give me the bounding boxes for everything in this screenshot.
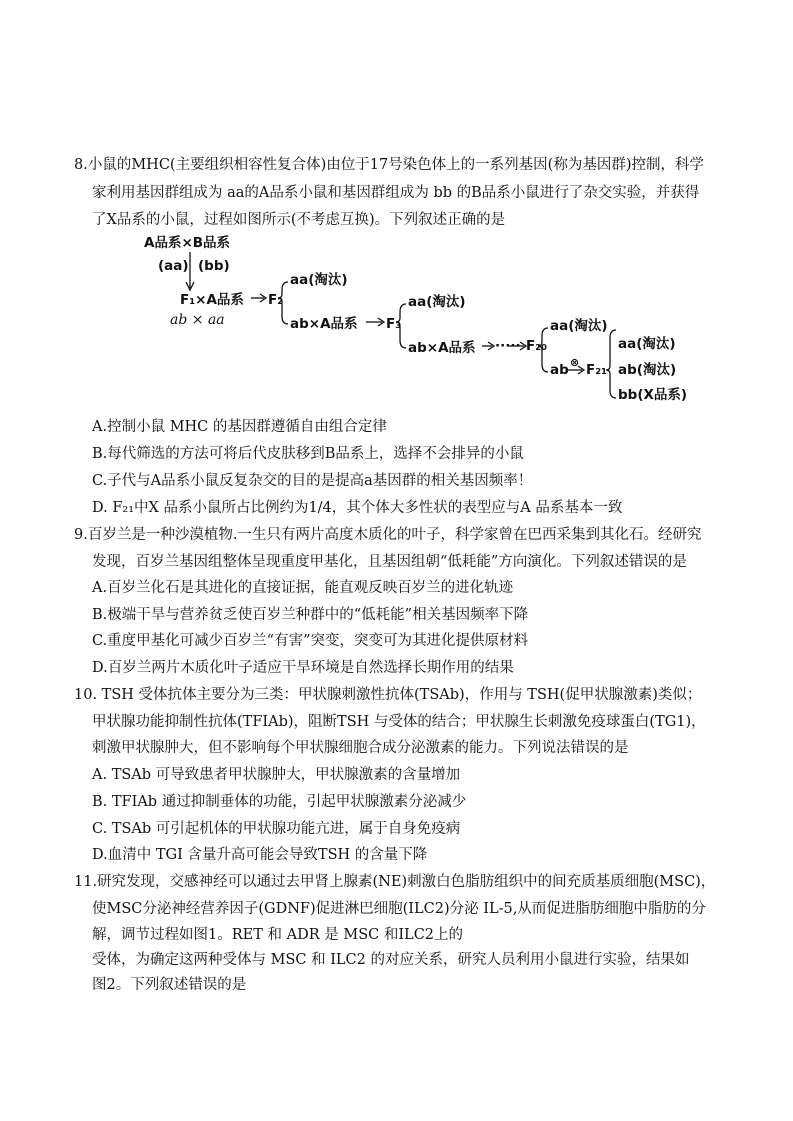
brace-f21 <box>606 330 616 398</box>
q9-stem-line-2: 发现，百岁兰基因组整体呈现重度甲基化，且基因组朝“低耗能”方向演化。下列叙述错误的是 <box>92 554 687 570</box>
dots: ····· <box>495 338 521 354</box>
q10-option-d: D.血清中 TGI 含量升高可能会导致TSH 的含量下降 <box>92 847 428 863</box>
label-f2: F₂ <box>268 292 284 308</box>
diagram-parent-b: (bb) <box>198 258 230 274</box>
q9-option-d: D.百岁兰两片木质化叶子适应干旱环境是自然选择长期作用的结果 <box>92 660 514 676</box>
f3-bottom: ab×A品系 <box>408 340 476 356</box>
q10-option-c: C. TSAb 可引起机体的甲状腺功能亢进，属于自身免疫病 <box>92 821 461 837</box>
q10-stem-line-2: 甲状腺功能抑制性抗体(TFIAb)，阻断TSH 与受体的结合；甲状腺生长刺激免疫球蛋白(TG1)， <box>92 714 706 730</box>
q10-option-b: B. TFIAb 通过抑制垂体的功能，引起甲状腺激素分泌减少 <box>92 794 467 810</box>
handwritten-note: ab × aa <box>170 312 225 328</box>
q8-stem-line-1: 8.小鼠的MHC(主要组织相容性复合体)由位于17号染色体上的一系列基因(称为基因群)控制，科学 <box>74 157 704 173</box>
label-f3: F₃ <box>386 316 402 332</box>
f21-result-2: ab(淘汰) <box>618 362 677 378</box>
q11-stem-line-1: 11.研究发现，交感神经可以通过去甲肾上腺素(NE)刺激白色脂肪组织中的间充质基质细胞(MSC)， <box>74 874 716 890</box>
f20-bottom: ab <box>550 362 569 378</box>
f21-result-1: aa(淘汰) <box>618 336 676 352</box>
f20-top: aa(淘汰) <box>550 318 608 334</box>
q8-stem-line-3: 了X品系的小鼠，过程如图所示(不考虑互换)。下列叙述正确的是 <box>92 212 506 228</box>
q9-option-a: A.百岁兰化石是其进化的直接证据，能直观反映百岁兰的进化轨迹 <box>92 580 514 596</box>
q11-stem-line-4: 受体，为确定这两种受体与 MSC 和 ILC2 的对应关系，研究人员利用小鼠进行实验，结果如 <box>92 952 690 968</box>
q8-option-d: D. F₂₁中X 品系小鼠所占比例约为1/4，其个体大多性状的表型应与A 品系基本一致 <box>92 500 623 516</box>
q10-stem-line-1: 10. TSH 受体抗体主要分为三类：甲状腺刺激性抗体(TSAb)，作用与 TSH(促甲状腺激素)类似； <box>74 687 702 703</box>
q10-stem-line-3: 刺激甲状腺肿大，但不影响每个甲状腺细胞合成分泌激素的能力。下列说法错误的是 <box>92 740 629 756</box>
q11-stem-line-2: 使MSC分泌神经营养因子(GDNF)促进淋巴细胞(ILC2)分泌 IL-5,从而促进脂肪细胞中脂肪的分 <box>92 901 706 917</box>
q8-stem-line-2: 家利用基因群组成为 aa的A品系小鼠和基因群组成为 bb 的B品系小鼠进行了杂交实验，并获得 <box>92 185 700 201</box>
diagram-f1-cross: F₁×A品系 <box>180 292 244 308</box>
selfing-symbol: ⊗ <box>570 356 580 369</box>
q8-option-a: A.控制小鼠 MHC 的基因群遵循自由组合定律 <box>92 419 387 435</box>
q11-stem-line-5: 图2。下列叙述错误的是 <box>92 977 247 993</box>
q11-stem-line-3: 解，调节过程如图1。RET 和 ADR 是 MSC 和ILC2上的 <box>92 927 464 943</box>
label-f21: F₂₁ <box>586 362 608 378</box>
f2-bottom: ab×A品系 <box>290 316 358 332</box>
label-f20: F₂₀ <box>526 338 548 354</box>
diagram-parent-a: (aa) <box>158 258 189 274</box>
diagram-cross: A品系×B品系 <box>144 235 231 251</box>
q8-option-b: B.每代筛选的方法可将后代皮肤移到B品系上，选择不会排异的小鼠 <box>92 446 524 462</box>
f21-result-3: bb(X品系) <box>618 387 688 403</box>
q9-option-b: B.极端干旱与营养贫乏使百岁兰种群中的“低耗能”相关基因频率下降 <box>92 607 529 623</box>
breeding-diagram <box>140 232 700 412</box>
f2-top: aa(淘汰) <box>290 272 348 288</box>
q9-stem-line-1: 9.百岁兰是一种沙漠植物.一生只有两片高度木质化的叶子，科学家曾在巴西采集到其化石。经研究 <box>74 527 702 543</box>
q10-option-a: A. TSAb 可导致患者甲状腺肿大，甲状腺激素的含量增加 <box>92 767 461 783</box>
q8-option-c: C.子代与A品系小鼠反复杂交的目的是提高a基因群的相关基因频率！ <box>92 473 533 489</box>
q9-option-c: C.重度甲基化可减少百岁兰“有害”突变，突变可为其进化提供原材料 <box>92 633 529 649</box>
f3-top: aa(淘汰) <box>408 294 466 310</box>
